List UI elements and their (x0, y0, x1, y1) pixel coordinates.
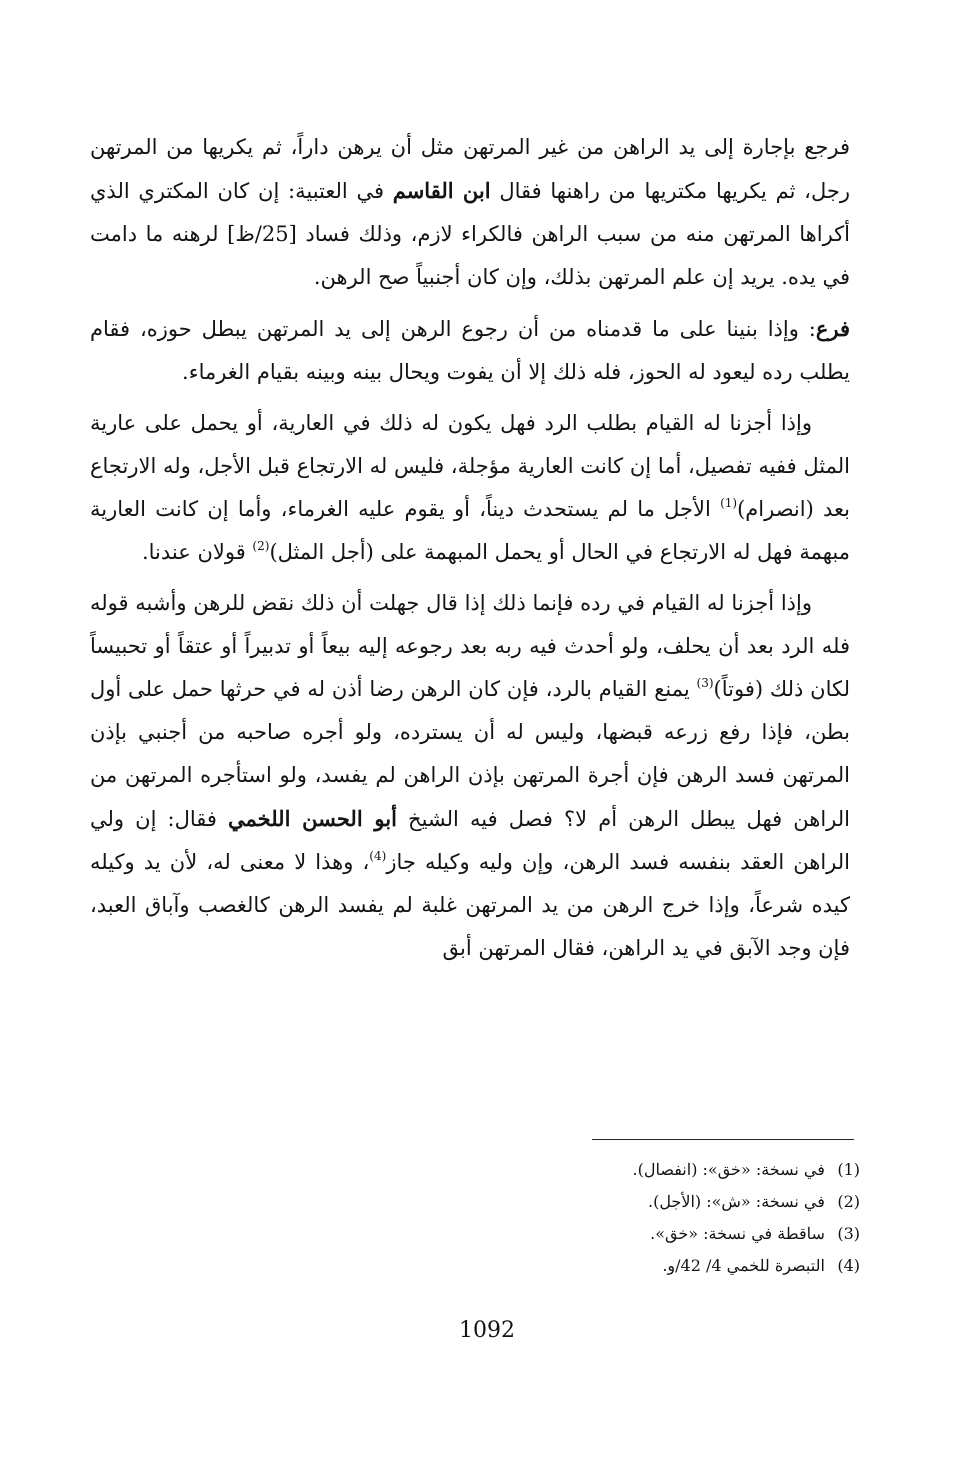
main-text (90, 126, 850, 978)
text-run: فقال: إن ولي الراهن العقد بنفسه فسد الرهن، وإن وليه وكيله جاز (90, 807, 850, 874)
footnote-item (420, 1250, 860, 1282)
text-run: الأجل ما لم يستحدث ديناً، أو يقوم عليه الغرماء، وأما إن كانت العارية مبهمة فهل له الارتجاع في الحال أو يحمل المبهمة على (أجل المثل) (90, 497, 850, 564)
text-run: قولان عندنا. (141, 540, 253, 564)
paragraph (90, 582, 850, 970)
text-run: : وإذا بنينا على ما قدمناه من أن رجوع الرهن إلى يد المرتهن يبطل حوزه، فقام يطلب رده ليعود له الحوز، فله ذلك إلا أن يفوت ويحال بينه وبينه بقيام الغرماء. (90, 317, 850, 384)
text-run: وإذا أجزنا له القيام في رده فإنما ذلك إذا قال جهلت أن ذلك نقض للرهن وأشبه قوله فله الرد بعد أن يحلف، ولو أحدث فيه ربه بعد رجوعه إليه بيعاً أو تدبيراً أو عتقاً أو تحبيساً لكان ذلك (فوتاً) (90, 591, 850, 701)
footnote-number: (1) (837, 1160, 860, 1179)
footnote-item (420, 1154, 860, 1186)
footnote-text: التبصرة للخمي 4/ 42/و. (662, 1256, 825, 1275)
paragraph (90, 126, 850, 299)
footnote-number: (3) (837, 1224, 860, 1243)
footnote-number: (4) (837, 1256, 860, 1275)
bold-term: أبو الحسن اللخمي (228, 806, 397, 831)
footnote-text: في نسخة: «ش»: (الأجل). (647, 1192, 825, 1211)
footnote-item (420, 1218, 860, 1250)
footnote-item (420, 1186, 860, 1218)
text-run: ، وهذا لا معنى له، لأن يد وكيله كيده شرعاً، وإذا خرج الرهن من يد المرتهن غلبة لم يفسد الرهن كالغصب وآباق العبد، فإن وجد الآبق في يد الراهن، فقال المرتهن أبق (90, 850, 850, 960)
page-number: 1092 (459, 1318, 515, 1343)
bold-term: فرع (815, 316, 850, 341)
text-run: وإذا أجزنا له القيام بطلب الرد فهل يكون له ذلك في العارية، أو يحمل على عارية المثل ففيه تفصيل، أما إن كانت العارية مؤجلة، فليس له الارتجاع قبل الأجل، وله الارتجاع بعد (انصرام) (90, 411, 851, 521)
text-run: فرجع بإجارة إلى يد الراهن من غير المرتهن مثل أن يرهن داراً، ثم يكريها من المرتهن رجل، ثم يكريها مكتريها من راهنها فقال (90, 135, 850, 203)
footnote-ref: (4) (369, 849, 387, 863)
paragraph (90, 307, 850, 394)
footnote-ref: (2) (252, 539, 270, 553)
footnote-number: (2) (837, 1192, 860, 1211)
paragraph (90, 402, 850, 574)
bold-term: ابن القاسم (392, 178, 491, 203)
footnote-divider (592, 1139, 854, 1140)
footnote-text: في نسخة: «خق»: (انفصال). (632, 1160, 825, 1179)
footnote-ref: (3) (696, 676, 714, 690)
text-run: يمنع القيام بالرد، فإن كان الرهن رضا أذن له في حرثها حمل على أول بطن، فإذا رفع زرعه قبضها، وليس له أن يسترده، ولو أجره صاحبه من أجنبي بإذن المرتهن فسد الرهن فإن أجرة المرتهن بإذن الراهن لم يفسد، ولو استأجره المرتهن من الراهن فهل يبطل الرهن أم لا؟ فصل فيه الشيخ (90, 677, 851, 831)
footnote-ref: (1) (720, 496, 738, 510)
footnote-text: ساقطة في نسخة: «خق». (650, 1224, 825, 1243)
footnotes (420, 1154, 860, 1282)
text-run: في العتبية: إن كان المكتري الذي أكراها المرتهن منه من سبب الراهن فالكراء لازم، وذلك فساد [25/ظ] لرهنه ما دامت في يده. يريد إن علم المرتهن بذلك، وإن كان أجنبياً صح الرهن. (90, 179, 850, 289)
